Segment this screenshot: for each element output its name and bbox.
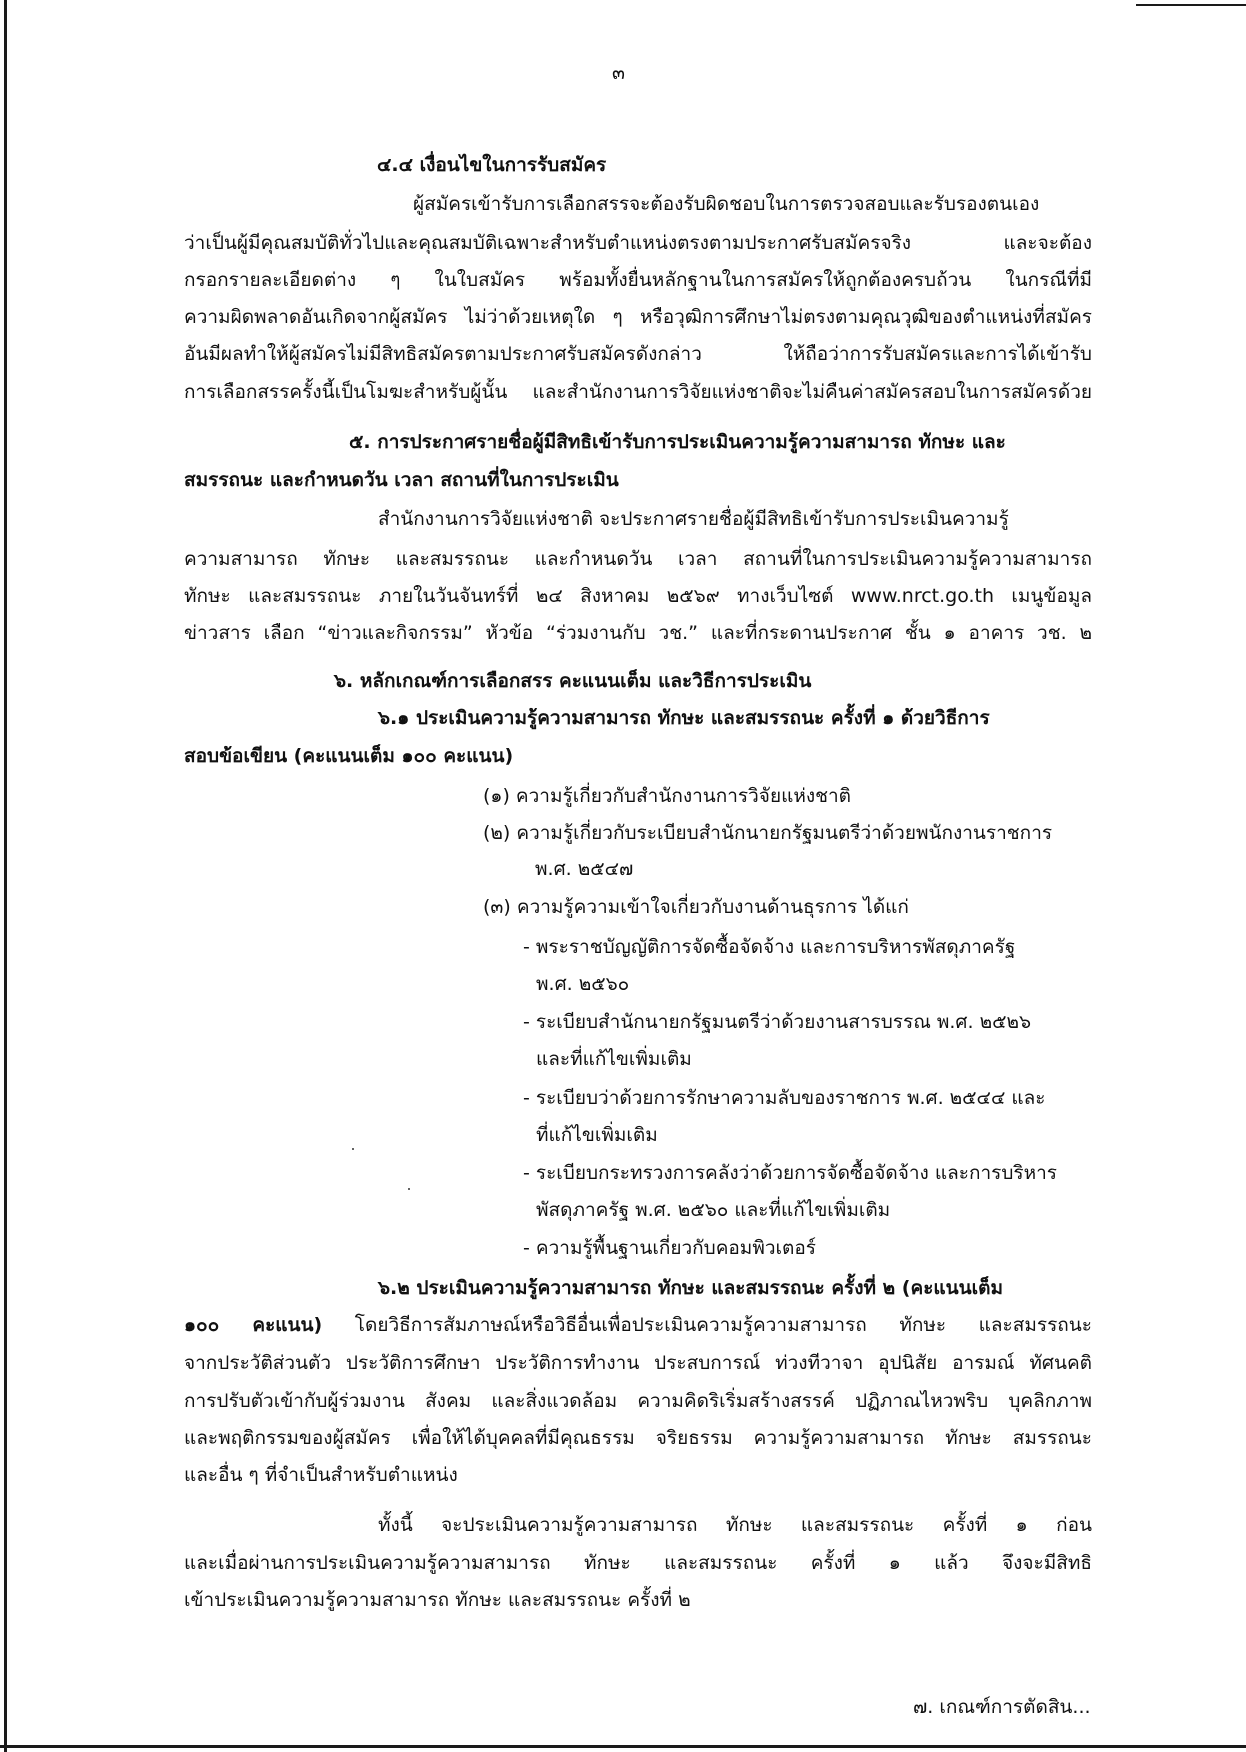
bullet-item-cont: และที่แก้ไขเพิ่มเติม bbox=[536, 1048, 692, 1070]
bullet-item: - ระเบียบสำนักนายกรัฐมนตรีว่าด้วยงานสารบรรณ พ.ศ. ๒๕๒๖ bbox=[523, 1011, 1032, 1033]
closing-line: และเมื่อผ่านการประเมินความรู้ความสามารถ ทักษะ และสมรรถนะ ครั้งที่ ๑ แล้ว จึงจะมีสิทธิ bbox=[184, 1552, 1092, 1574]
section-4-4-line: กรอกรายละเอียดต่าง ๆ ในใบสมัคร พร้อมทั้งยื่นหลักฐานในการสมัครให้ถูกต้องครบถ้วน ในกรณีที่มี bbox=[184, 269, 1092, 291]
section-5-line: ความสามารถ ทักษะ และสมรรถนะ และกำหนดวัน เวลา สถานที่ในการประเมินความรู้ความสามารถ bbox=[184, 548, 1092, 570]
scan-speck bbox=[408, 1188, 410, 1190]
section-4-4-line: ผู้สมัครเข้ารับการเลือกสรรจะต้องรับผิดชอบในการตรวจสอบและรับรองตนเอง bbox=[413, 193, 1040, 215]
list-item: (๓) ความรู้ความเข้าใจเกี่ยวกับงานด้านธุรการ ได้แก่ bbox=[483, 896, 909, 918]
section-4-4-line: ว่าเป็นผู้มีคุณสมบัติทั่วไปและคุณสมบัติเฉพาะสำหรับตำแหน่งตรงตามประกาศรับสมัครจริง และจะต้อง bbox=[184, 232, 1092, 254]
closing-line: เข้าประเมินความรู้ความสามารถ ทักษะ และสมรรถนะ ครั้งที่ ๒ bbox=[184, 1589, 691, 1611]
bullet-item-cont: ที่แก้ไขเพิ่มเติม bbox=[536, 1124, 658, 1146]
section-5-heading: ๕. การประกาศรายชื่อผู้มีสิทธิเข้ารับการประเมินความรู้ความสามารถ ทักษะ และ bbox=[349, 431, 1006, 453]
bullet-item-cont: พัสดุภาครัฐ พ.ศ. ๒๕๖๐ และที่แก้ไขเพิ่มเติม bbox=[536, 1199, 891, 1221]
section-6-2-score: ๑๐๐ คะแนน) bbox=[184, 1314, 323, 1336]
section-6-heading: ๖. หลักเกณฑ์การเลือกสรร คะแนนเต็ม และวิธีการประเมิน bbox=[334, 670, 812, 692]
section-6-1-heading: ๖.๑ ประเมินความรู้ความสามารถ ทักษะ และสมรรถนะ ครั้งที่ ๑ ด้วยวิธีการ bbox=[378, 707, 990, 729]
section-6-2-line: และพฤติกรรมของผู้สมัคร เพื่อให้ได้บุคคลที่มีคุณธรรม จริยธรรม ความรู้ความสามารถ ทักษะ สมรรถนะ bbox=[184, 1427, 1092, 1449]
section-5-line: ข่าวสาร เลือก “ข่าวและกิจกรรม” หัวข้อ “ร่วมงานกับ วช.” และที่กระดานประกาศ ชั้น ๑ อาคาร วช. ๒ bbox=[184, 622, 1092, 644]
bullet-item-cont: พ.ศ. ๒๕๖๐ bbox=[536, 973, 630, 995]
list-item-cont: พ.ศ. ๒๕๔๗ bbox=[535, 858, 634, 880]
section-6-2-line: และอื่น ๆ ที่จำเป็นสำหรับตำแหน่ง bbox=[184, 1464, 458, 1486]
section-4-4-heading: ๔.๔ เงื่อนไขในการรับสมัคร bbox=[377, 154, 607, 176]
list-item: (๒) ความรู้เกี่ยวกับระเบียบสำนักนายกรัฐมนตรีว่าด้วยพนักงานราชการ bbox=[483, 822, 1053, 844]
scan-border-top bbox=[1136, 4, 1246, 6]
section-6-1-heading-cont: สอบข้อเขียน (คะแนนเต็ม ๑๐๐ คะแนน) bbox=[184, 745, 514, 767]
bullet-item: - ระเบียบว่าด้วยการรักษาความลับของราชการ พ.ศ. ๒๕๔๔ และ bbox=[523, 1087, 1046, 1109]
page-number: ๓ bbox=[612, 62, 625, 84]
bullet-item: - ระเบียบกระทรวงการคลังว่าด้วยการจัดซื้อจัดจ้าง และการบริหาร bbox=[523, 1162, 1058, 1184]
section-5-line: ทักษะ และสมรรถนะ ภายในวันจันทร์ที่ ๒๔ สิงหาคม ๒๕๖๙ ทางเว็บไซต์ www.nrct.go.th เมนูข้อมูล bbox=[184, 585, 1092, 607]
section-6-2-heading: ๖.๒ ประเมินความรู้ความสามารถ ทักษะ และสมรรถนะ ครั้งที่ ๒ (คะแนนเต็ม bbox=[378, 1277, 1003, 1299]
section-4-4-line: อันมีผลทำให้ผู้สมัครไม่มีสิทธิสมัครตามประกาศรับสมัครดังกล่าว ให้ถือว่าการรับสมัครและการได้เข้ารับ bbox=[184, 343, 1092, 365]
section-4-4-line: ความผิดพลาดอันเกิดจากผู้สมัคร ไม่ว่าด้วยเหตุใด ๆ หรือวุฒิการศึกษาไม่ตรงตามคุณวุฒิของตำแหน่งที่สมัคร bbox=[184, 306, 1092, 328]
scan-border-bottom bbox=[0, 1745, 1246, 1748]
section-6-2-line bbox=[184, 1307, 1092, 1344]
scan-speck bbox=[352, 1148, 354, 1150]
list-item: (๑) ความรู้เกี่ยวกับสำนักงานการวิจัยแห่งชาติ bbox=[483, 785, 852, 807]
closing-line: ทั้งนี้ จะประเมินความรู้ความสามารถ ทักษะ และสมรรถนะ ครั้งที่ ๑ ก่อน bbox=[378, 1514, 1092, 1536]
bullet-item: - พระราชบัญญัติการจัดซื้อจัดจ้าง และการบริหารพัสดุภาครัฐ bbox=[523, 936, 1016, 958]
section-6-2-line: การปรับตัวเข้ากับผู้ร่วมงาน สังคม และสิ่งแวดล้อม ความคิดริเริ่มสร้างสรรค์ ปฏิภาณไหวพริบ บุคลิกภาพ bbox=[184, 1390, 1092, 1412]
bullet-item: - ความรู้พื้นฐานเกี่ยวกับคอมพิวเตอร์ bbox=[523, 1237, 816, 1259]
scan-border-left bbox=[4, 0, 7, 1752]
section-6-2-line: จากประวัติส่วนตัว ประวัติการศึกษา ประวัติการทำงาน ประสบการณ์ ท่วงทีวาจา อุปนิสัย อารมณ์ ทัศนคติ bbox=[184, 1352, 1092, 1374]
section-6-2-line-rest: โดยวิธีการสัมภาษณ์หรือวิธีอื่นเพื่อประเมินความรู้ความสามารถ ทักษะ และสมรรถนะ bbox=[322, 1314, 1092, 1336]
section-5-heading-cont: สมรรถนะ และกำหนดวัน เวลา สถานที่ในการประเมิน bbox=[184, 469, 619, 491]
section-5-line: สำนักงานการวิจัยแห่งชาติ จะประกาศรายชื่อผู้มีสิทธิเข้ารับการประเมินความรู้ bbox=[378, 508, 1009, 530]
next-section-continuation: ๗. เกณฑ์การตัดสิน... bbox=[913, 1696, 1091, 1718]
section-4-4-line: การเลือกสรรครั้งนี้เป็นโมฆะสำหรับผู้นั้น และสำนักงานการวิจัยแห่งชาติจะไม่คืนค่าสมัครสอบในการสมัครด้วย bbox=[184, 381, 1092, 403]
